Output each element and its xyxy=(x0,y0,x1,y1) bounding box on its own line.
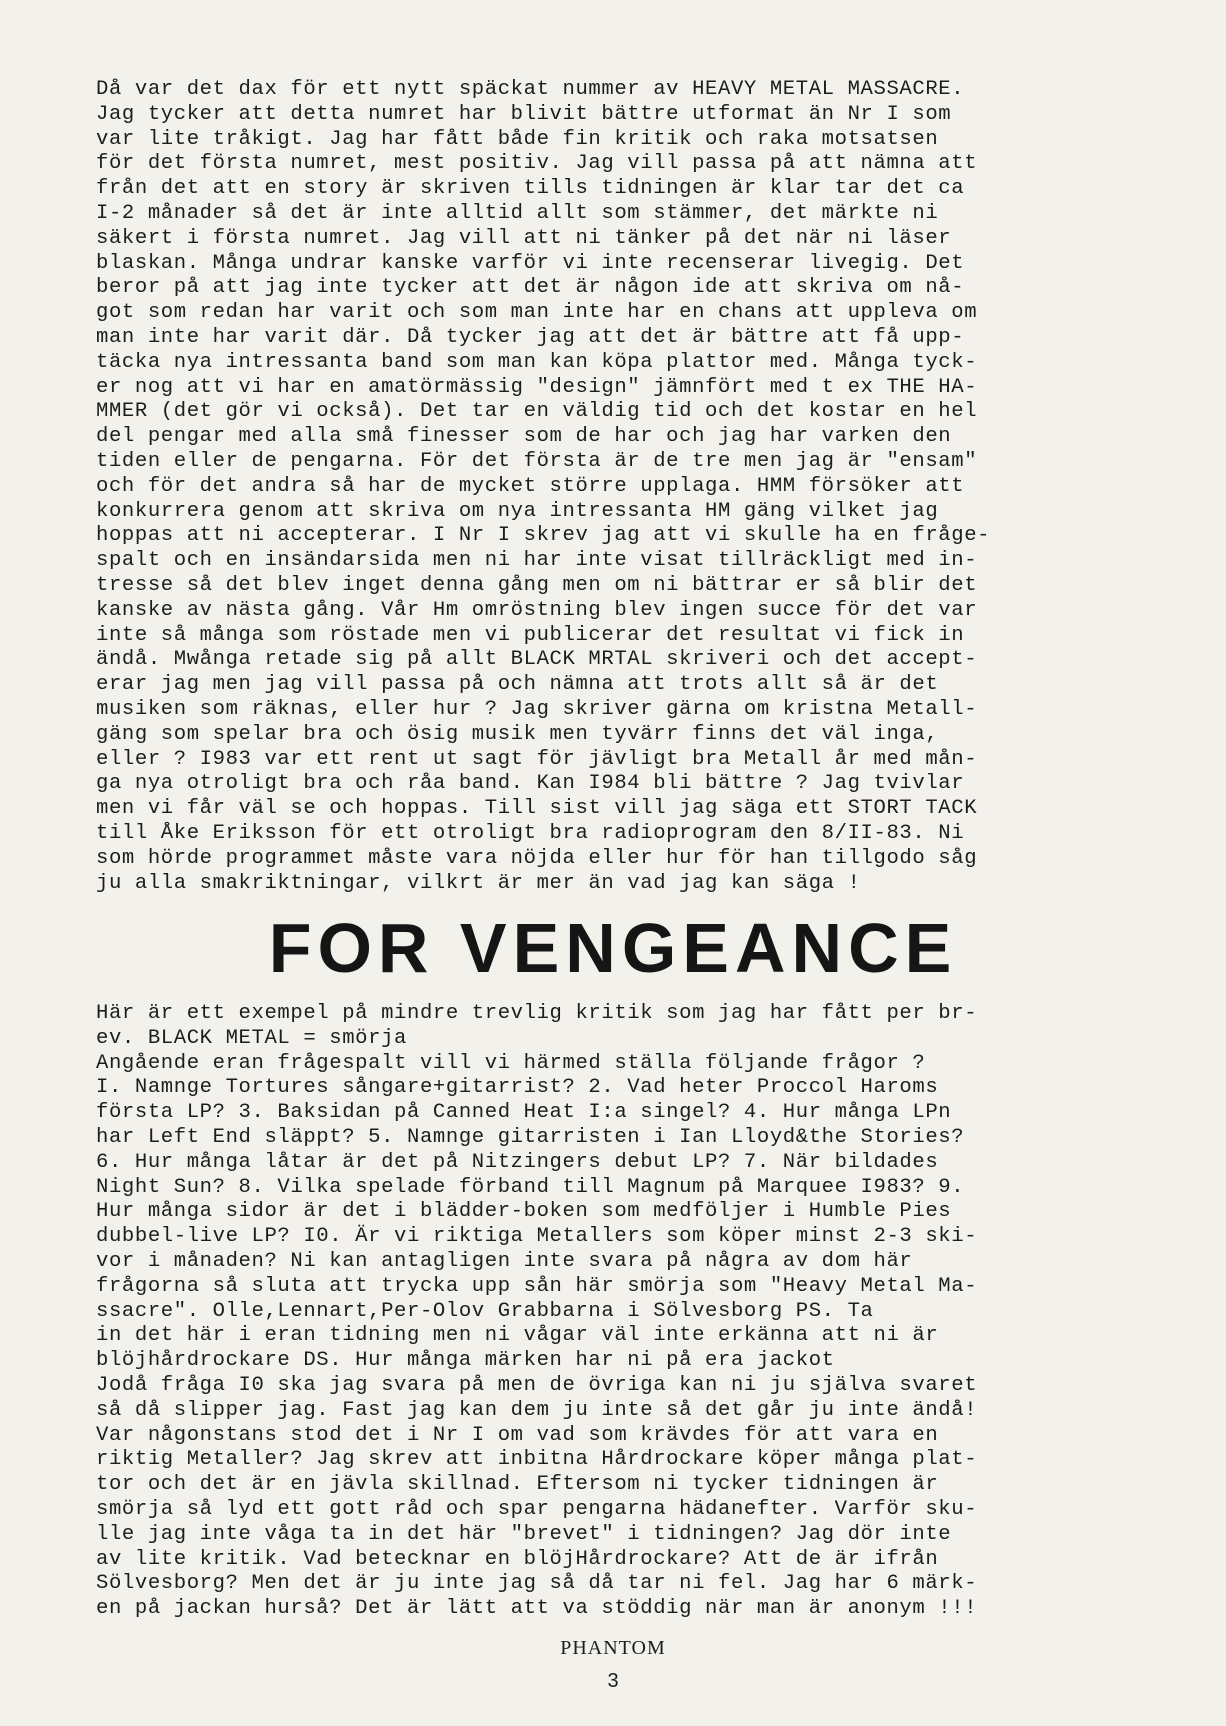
text-line: från det att en story är skriven tills tidningen är klar tar det ca xyxy=(96,177,965,201)
text-line: Jodå fråga I0 ska jag svara på men de övriga kan ni ju själva svaret xyxy=(96,1373,978,1397)
text-line: första LP? 3. Baksidan på Canned Heat I:a singel? 4. Hur många LPn xyxy=(96,1101,952,1125)
text-line: gäng som spelar bra och ösig musik men tyvärr finns det väl inga, xyxy=(96,722,939,746)
text-line: dubbel-live LP? I0. Är vi riktiga Metallers som köper minst 2-3 ski- xyxy=(96,1225,978,1249)
text-line: in det här i eran tidning men ni vågar väl inte erkänna att ni är xyxy=(96,1324,939,1348)
text-line: av lite kritik. Vad betecknar en blöjHårdrockare? Att de är ifrån xyxy=(96,1547,939,1571)
text-line: ga nya otroligt bra och råa band. Kan I984 bli bättre ? Jag tvivlar xyxy=(96,772,965,796)
text-line: ev. BLACK METAL = smörja xyxy=(96,1026,407,1050)
text-line: frågorna så sluta att trycka upp sån här smörja som "Heavy Metal Ma- xyxy=(96,1274,978,1298)
reader-letter-text xyxy=(96,1002,1136,1622)
text-line: riktig Metaller? Jag skrev att inbitna Hårdrockare köper många plat- xyxy=(96,1448,978,1472)
text-line: erar jag men jag vill passa på och nämna att trots allt så är det xyxy=(96,673,939,697)
text-line: tiden eller de pengarna. För det första är de tre men jag är "ensam" xyxy=(96,449,978,473)
text-line: som hörde programmet måste vara nöjda eller hur för han tillgodo såg xyxy=(96,846,978,870)
text-line: man inte har varit där. Då tycker jag att det är bättre att få upp- xyxy=(96,325,965,349)
text-line: var lite tråkigt. Jag har fått både fin kritik och raka motsatsen xyxy=(96,127,939,151)
signature: PHANTOM xyxy=(560,1637,666,1659)
text-line: säkert i första numret. Jag vill att ni tänker på det när ni läser xyxy=(96,226,952,250)
page-number: 3 xyxy=(607,1670,619,1692)
text-line: beror på att jag inte tycker att det är någon ide att skriva om nå- xyxy=(96,276,965,300)
text-line: spalt och en insändarsida men ni har inte visat tillräckligt med in- xyxy=(96,549,978,573)
text-line: got som redan har varit och som man inte har en chans att uppleva om xyxy=(96,301,978,325)
text-line: till Åke Eriksson för ett otroligt bra radioprogram den 8/II-83. Ni xyxy=(96,821,965,845)
text-line: konkurrera genom att skriva om nya intressanta HM gäng vilket jag xyxy=(96,499,939,523)
text-line: vor i månaden? Ni kan antagligen inte svara på några av dom här xyxy=(96,1249,913,1273)
text-line: tor och det är en jävla skillnad. Eftersom ni tycker tidningen är xyxy=(96,1473,939,1497)
text-line: Night Sun? 8. Vilka spelade förband till Magnum på Marquee I983? 9. xyxy=(96,1175,965,1199)
text-line: Sölvesborg? Men det är ju inte jag så då tar ni fel. Jag har 6 märk- xyxy=(96,1572,978,1596)
text-line: I. Namnge Tortures sångare+gitarrist? 2. Vad heter Proccol Haroms xyxy=(96,1076,939,1100)
text-line: Hur många sidor är det i blädder-boken som medföljer i Humble Pies xyxy=(96,1200,952,1224)
text-line: kanske av nästa gång. Vår Hm omröstning blev ingen succe för det var xyxy=(96,598,978,622)
editorial-text xyxy=(96,78,1136,896)
text-line: lle jag inte våga ta in det här "brevet" i tidningen? Jag dör inte xyxy=(96,1522,952,1546)
text-line: tresse så det blev inget denna gång men om ni bättrar er så blir det xyxy=(96,573,978,597)
text-line: Här är ett exempel på mindre trevlig kritik som jag har fått per br- xyxy=(96,1002,978,1025)
text-line: så då slipper jag. Fast jag kan dem ju inte så det går ju inte ändå! xyxy=(96,1398,978,1422)
text-line: MMER (det gör vi också). Det tar en väldig tid och det kostar en hel xyxy=(96,400,978,424)
text-line: täcka nya intressanta band som man kan köpa plattor med. Många tyck- xyxy=(96,350,978,374)
text-line: eller ? I983 var ett rent ut sagt för jävligt bra Metall år med mån- xyxy=(96,747,978,771)
text-line: hoppas att ni accepterar. I Nr I skrev jag att vi skulle ha en fråge- xyxy=(96,524,991,548)
text-line: Jag tycker att detta numret har blivit bättre utformat än Nr I som xyxy=(96,102,952,126)
text-line: musiken som räknas, eller hur ? Jag skriver gärna om kristna Metall- xyxy=(96,697,978,721)
text-line: och för det andra så har de mycket större upplaga. HMM försöker att xyxy=(96,474,965,498)
text-line: blaskan. Många undrar kanske varför vi inte recenserar livegig. Det xyxy=(96,251,965,275)
text-line: har Left End släppt? 5. Namnge gitarristen i Ian Lloyd&the Stories? xyxy=(96,1125,965,1149)
text-line: Angående eran frågespalt vill vi härmed ställa följande frågor ? xyxy=(96,1051,926,1075)
text-line: ändå. Mwånga retade sig på allt BLACK MRTAL skriveri och det accept- xyxy=(96,648,978,672)
text-line: blöjhårdrockare DS. Hur många märken har ni på era jackot xyxy=(96,1349,835,1373)
text-line: en på jackan hurså? Det är lätt att va stöddig när man är anonym !!! xyxy=(96,1597,978,1621)
text-line: 6. Hur många låtar är det på Nitzingers debut LP? 7. När bildades xyxy=(96,1150,939,1174)
text-line: Var någonstans stod det i Nr I om vad som krävdes för att vara en xyxy=(96,1423,939,1447)
headline: FOR VENGEANCE xyxy=(268,909,958,987)
text-line: men vi får väl se och hoppas. Till sist vill jag säga ett STORT TACK xyxy=(96,797,978,821)
text-line: för det första numret, mest positiv. Jag vill passa på att nämna att xyxy=(96,152,978,176)
text-line: Då var det dax för ett nytt späckat nummer av HEAVY METAL MASSACRE. xyxy=(96,78,965,101)
text-line: ssacre". Olle,Lennart,Per-Olov Grabbarna i Sölvesborg PS. Ta xyxy=(96,1299,874,1323)
text-line: inte så många som röstade men vi publicerar det resultat vi fick in xyxy=(96,623,965,647)
text-line: smörja så lyd ett gott råd och spar pengarna hädanefter. Varför sku- xyxy=(96,1497,978,1521)
text-line: ju alla smakriktningar, vilkrt är mer än vad jag kan säga ! xyxy=(96,871,861,895)
text-line: del pengar med alla små finesser som de har och jag har varken den xyxy=(96,425,952,449)
text-line: I-2 månader så det är inte alltid allt som stämmer, det märkte ni xyxy=(96,201,939,225)
text-line: er nog att vi har en amatörmässig "design" jämnfört med t ex THE HA- xyxy=(96,375,978,399)
